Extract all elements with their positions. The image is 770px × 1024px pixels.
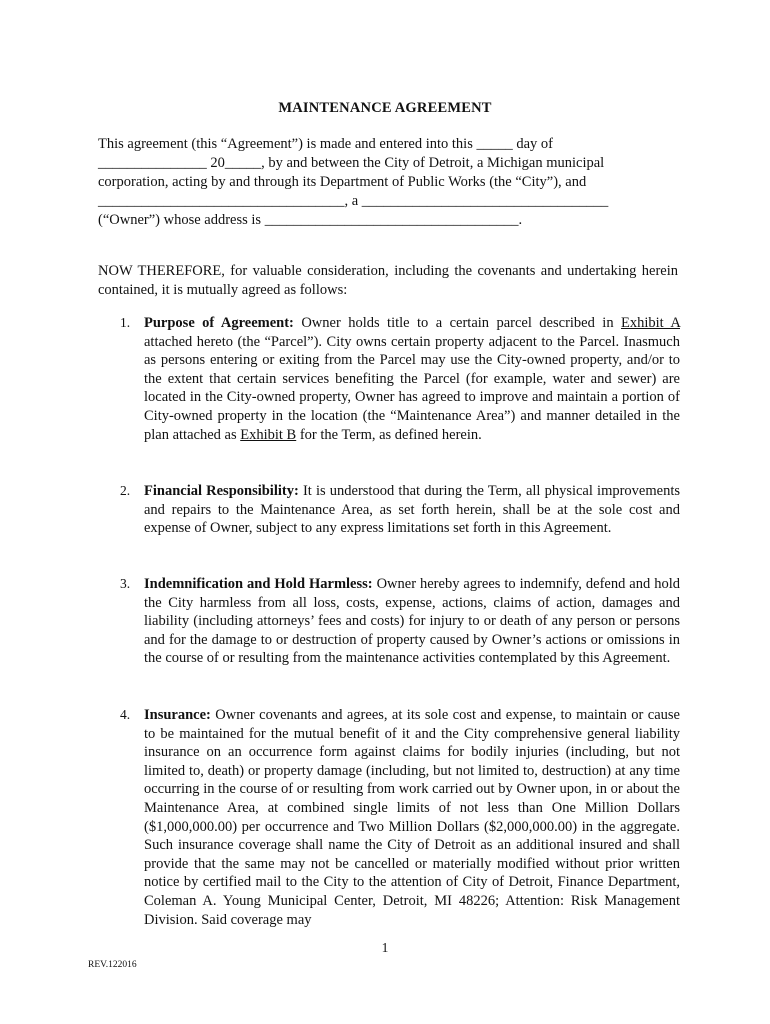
section-heading: Purpose of Agreement: [144, 315, 294, 331]
section-number: 1. [120, 315, 131, 330]
section-financial-responsibility [120, 482, 680, 538]
section-heading: Financial Responsibility: [144, 483, 299, 499]
section-number: 3. [120, 576, 131, 591]
intro-line: __________________________________, a __________________________________ [98, 193, 609, 209]
section-text: Owner covenants and agrees, at its sole cost and expense, to maintain or cause to be maintained for the mutual benefit of it and the City comprehensive general liability insurance on an occurrence form against claims for bodily injuries (including, but not limited to, death) or property damage (including, but not limited to, destruction) at any time occurring in the course of or resulting from work carried out by Owner upon, in or about the Maintenance Area, at combined single limits of not less than One Million Dollars ($1,000,000.00) per occurrence and Two Million Dollars ($2,000,000.00) in the aggregate. Such insurance coverage shall name the City of Detroit as an additional insured and shall provide that the same may not be cancelled or materially modified without prior written notice by certified mail to the City to the attention of City of Detroit, Finance Department, Coleman A. Young Municipal Center, Detroit, MI 48226; Attention: Risk Management Division. Said coverage may [144, 707, 680, 928]
section-text: attached hereto (the “Parcel”). City owns certain property adjacent to the Parcel. Inasmuch as persons entering or exiting from the Parcel may use the City-owned property, and/or to the extent that certain services benefiting the Parcel (for example, water and sewer) are located in the City-owned property, Owner has agreed to improve and maintain a portion of City-owned property in the location (the “Maintenance Area”) and manner detailed in the plan attached as [144, 333, 680, 443]
section-number: 4. [120, 707, 131, 722]
section-heading: Indemnification and Hold Harmless: [144, 576, 373, 592]
section-number: 2. [120, 483, 131, 498]
exhibit-a-reference: Exhibit A [621, 315, 680, 331]
page-number: 1 [381, 940, 389, 955]
section-text: Owner holds title to a certain parcel described in [293, 315, 621, 331]
intro-line: This agreement (this “Agreement”) is made and entered into this _____ day of [98, 136, 553, 152]
section-insurance [120, 706, 680, 929]
section-body [144, 482, 680, 538]
section-body [144, 706, 680, 929]
intro-paragraph [98, 135, 675, 230]
revision-label: REV.122016 [88, 960, 137, 970]
section-purpose [120, 314, 680, 444]
section-body [144, 575, 680, 668]
section-indemnification [120, 575, 680, 668]
section-text: for the Term, as defined herein. [296, 426, 482, 443]
intro-line: corporation, acting by and through its Department of Public Works (the “City”), and [98, 174, 587, 190]
now-therefore-paragraph: NOW THEREFORE, for valuable consideration, including the covenants and undertaking herein contained, it is mutually agreed as follows: [98, 263, 678, 298]
section-text: It is understood that during the Term, all physical improvements and repairs to the Maintenance Area, as set forth herein, shall be at the sole cost and expense of Owner, subject to any express limitations set forth in this Agreement. [144, 483, 680, 537]
intro-line: _______________ 20_____, by and between the City of Detroit, a Michigan municipal [98, 155, 605, 171]
section-text: Owner hereby agrees to indemnify, defend and hold the City harmless from all loss, costs, expense, actions, claims of action, damages and liability (including attorneys’ fees and costs) for injury to or death of any person or persons and for the damage to or destruction of property caused by Owner’s actions or omissions in the course of or resulting from the maintenance activities contemplated by this Agreement. [144, 576, 680, 667]
document-title: MAINTENANCE AGREEMENT [278, 100, 492, 116]
section-body [144, 314, 680, 444]
section-heading: Insurance: [144, 707, 211, 723]
exhibit-b-reference: Exhibit B [240, 426, 297, 443]
intro-line: (“Owner”) whose address is ___________________________________. [98, 212, 523, 228]
